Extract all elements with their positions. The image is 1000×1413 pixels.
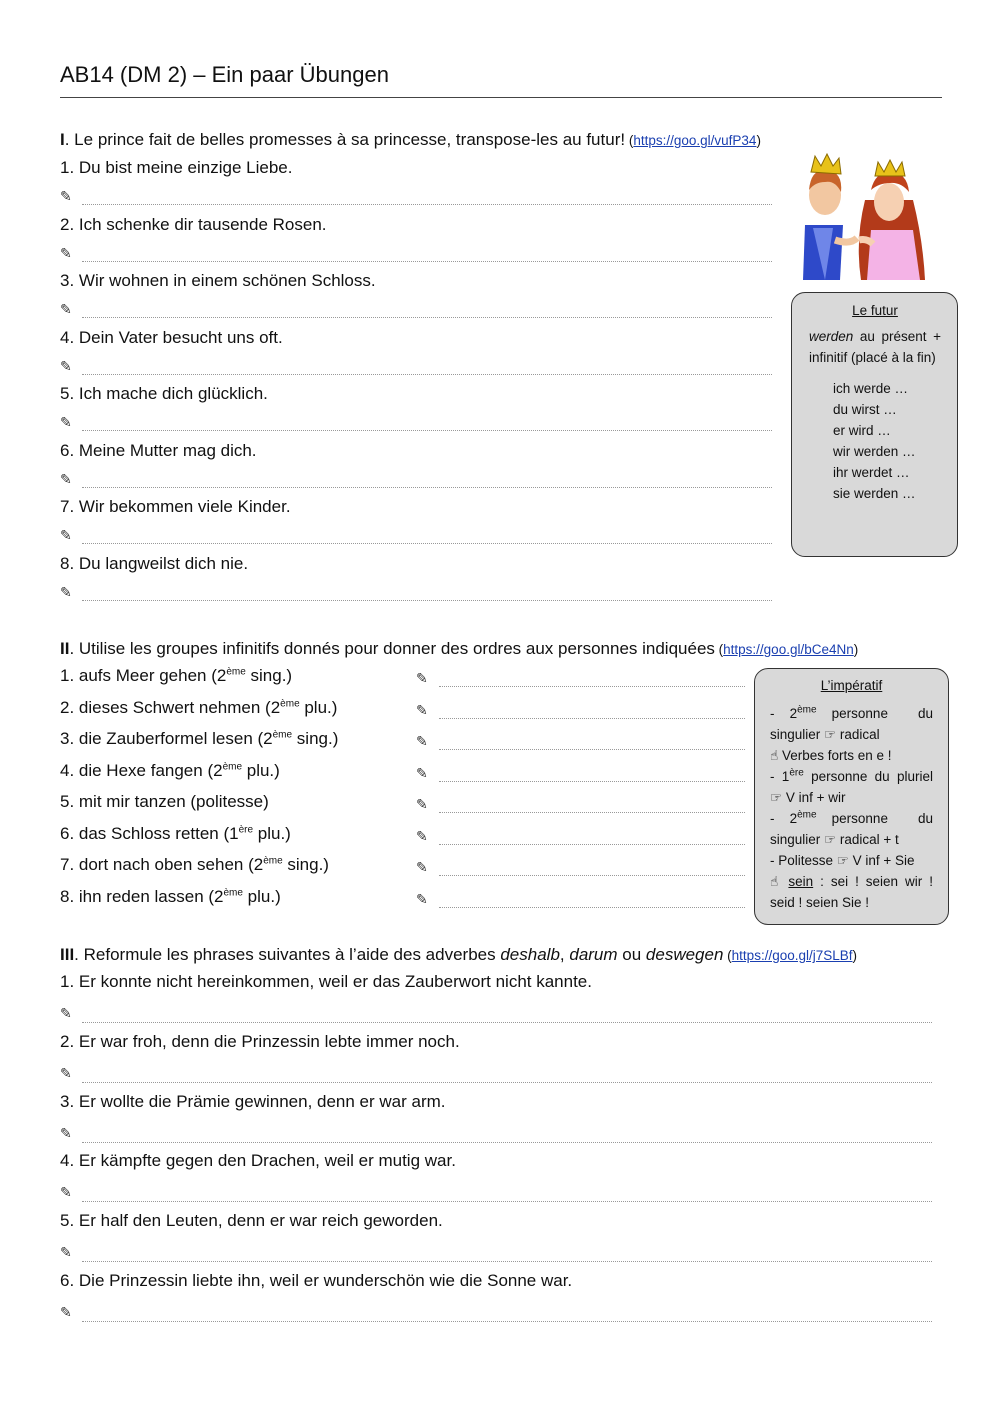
- section2-heading: [60, 639, 858, 659]
- prompt-text: 1. aufs Meer gehen (2: [60, 666, 227, 685]
- pencil-icon: ✎: [416, 701, 428, 718]
- ordinal-sup: ère: [238, 823, 254, 835]
- imperative-prompt: [60, 792, 269, 812]
- pencil-icon: ✎: [60, 527, 72, 543]
- imperatif-rule-4b: singulier ☞ radical + t: [770, 832, 899, 847]
- futur-form: ihr werdet …: [833, 465, 910, 480]
- answer-line[interactable]: [82, 204, 772, 205]
- werden-word: werden: [809, 329, 854, 344]
- answer-line[interactable]: [439, 907, 745, 908]
- title-divider: [60, 97, 942, 98]
- futur-box-title: Le futur: [852, 303, 898, 318]
- prompt-text-end: plu.): [299, 697, 338, 717]
- adverb-deswegen: deswegen: [645, 945, 724, 964]
- futur-form: du wirst …: [833, 402, 897, 417]
- answer-line[interactable]: [82, 374, 772, 375]
- exercise-sentence: 4. Er kämpfte gegen den Drachen, weil er mutig war.: [60, 1151, 456, 1171]
- answer-line[interactable]: [439, 749, 745, 750]
- hand-icon: ☝: [770, 874, 789, 889]
- futur-form: sie werden …: [833, 486, 916, 501]
- pencil-icon: ✎: [60, 414, 72, 430]
- imperative-prompt: [60, 761, 280, 781]
- imperative-prompt: [60, 824, 291, 844]
- personne-du: personne du: [831, 706, 933, 721]
- adverb-darum: darum: [569, 945, 618, 964]
- exercise-sentence: 1. Du bist meine einzige Liebe.: [60, 158, 293, 177]
- answer-line[interactable]: [82, 430, 772, 431]
- exercise-sentence: 5. Ich mache dich glücklich.: [60, 384, 268, 403]
- exercise-sentence: 2. Er war froh, denn die Prinzessin lebte immer noch.: [60, 1031, 460, 1051]
- person-2: [790, 703, 817, 724]
- section3-link[interactable]: https://goo.gl/j7SLBf: [731, 948, 853, 963]
- futur-info-box: [791, 292, 958, 557]
- pencil-icon: ✎: [60, 1005, 72, 1021]
- prompt-text: 5. mit mir tanzen (politesse): [60, 792, 269, 811]
- futur-form: er wird …: [833, 423, 891, 438]
- section1-link[interactable]: https://goo.gl/vufP34: [633, 133, 757, 148]
- ordinal-sup: ème: [263, 855, 283, 867]
- imperative-prompt: [60, 729, 338, 749]
- answer-line[interactable]: [439, 718, 745, 719]
- prompt-text-end: plu.): [253, 823, 291, 843]
- link-paren-close: ): [756, 133, 761, 148]
- ordinal-sup: ème: [280, 697, 300, 709]
- pencil-icon: ✎: [60, 1124, 72, 1141]
- answer-line[interactable]: [439, 781, 745, 782]
- exercise-sentence: 8. Du langweilst dich nie.: [60, 553, 249, 573]
- imperatif-rule-1a: [770, 703, 933, 724]
- link-paren-open: (: [625, 133, 634, 148]
- pencil-icon: ✎: [60, 1244, 72, 1261]
- imperative-prompt: [60, 887, 281, 907]
- separator: ou: [617, 945, 646, 964]
- exercise-sentence: 6. Die Prinzessin liebte ihn, weil er wunderschön wie die Sonne war.: [60, 1271, 573, 1290]
- answer-line[interactable]: [82, 487, 772, 488]
- answer-line[interactable]: [82, 1321, 932, 1322]
- pencil-icon: ✎: [416, 796, 428, 812]
- prompt-text: 6. das Schloss retten (1: [60, 823, 239, 843]
- separator: ,: [559, 945, 570, 964]
- person-sup: ème: [797, 704, 817, 716]
- imperative-prompt: [60, 698, 337, 718]
- rule3-rest: personne du pluriel ☞ V inf + wir: [770, 769, 933, 805]
- prompt-text-end: plu.): [242, 760, 280, 780]
- ordinal-sup: ème: [222, 760, 243, 772]
- person-num: 2: [789, 706, 798, 721]
- answer-line[interactable]: [82, 600, 772, 601]
- imperatif-rule-2: ☝ Verbes forts en e !: [770, 748, 892, 763]
- prompt-text-end: sing.): [245, 666, 293, 685]
- person-sup: ème: [797, 809, 817, 821]
- answer-line[interactable]: [82, 1201, 932, 1202]
- futur-form: wir werden …: [833, 444, 916, 459]
- prince-princess-illustration: [795, 150, 930, 282]
- pencil-icon: ✎: [60, 244, 72, 261]
- section2-link[interactable]: https://goo.gl/bCe4Nn: [723, 642, 854, 657]
- pencil-icon: ✎: [60, 583, 72, 600]
- section1-instruction: . Le prince fait de belles promesses à sa princesse, transpose-les au futur!: [64, 130, 626, 149]
- personne-du: personne du: [831, 811, 933, 826]
- answer-line[interactable]: [82, 317, 772, 318]
- imperatif-rule-5: - Politesse ☞ V inf + Sie: [770, 853, 915, 868]
- section2-number: II: [60, 639, 70, 658]
- answer-line[interactable]: [82, 1082, 932, 1083]
- exercise-sentence: 4. Dein Vater besucht uns oft.: [60, 327, 283, 347]
- exercise-sentence: 5. Er half den Leuten, denn er war reich geworden.: [60, 1211, 443, 1231]
- futur-box-rule: [809, 326, 941, 368]
- imperatif-rule-4a: [770, 808, 933, 829]
- futur-rule-text: au présent + infinitif (placé à la fin): [809, 329, 941, 365]
- adverb-deshalb: deshalb: [500, 945, 560, 964]
- section2-instruction: . Utilise les groupes infinitifs donnés pour donner des ordres aux personnes indiquées: [69, 639, 715, 658]
- imperatif-rules: [770, 703, 933, 913]
- sein-forms: : sei ! seien wir ! seid ! seien Sie !: [770, 874, 933, 910]
- prompt-text: 2. dieses Schwert nehmen (2: [60, 697, 281, 717]
- futur-form: ich werde …: [833, 381, 909, 396]
- prompt-text: 8. ihn reden lassen (2: [60, 886, 224, 906]
- imperative-prompt: [60, 666, 292, 686]
- imperative-prompt: [60, 855, 329, 875]
- prompt-text-end: sing.): [292, 729, 339, 748]
- pencil-icon: ✎: [416, 890, 428, 907]
- prompt-text-end: plu.): [242, 886, 281, 906]
- answer-line[interactable]: [439, 875, 745, 876]
- exercise-sentence: 3. Er wollte die Prämie gewinnen, denn er war arm.: [60, 1091, 446, 1111]
- person-2: [790, 808, 817, 829]
- pencil-icon: ✎: [416, 670, 428, 686]
- rule3-start: - 1: [770, 769, 790, 784]
- person-num: 2: [789, 811, 798, 826]
- sein-word: sein: [788, 874, 814, 889]
- prompt-text-end: sing.): [282, 855, 329, 874]
- pencil-icon: ✎: [60, 301, 72, 317]
- link-paren-open: (: [723, 948, 732, 963]
- pencil-icon: ✎: [416, 859, 428, 875]
- ordinal-sup: ème: [272, 729, 293, 741]
- pencil-icon: ✎: [60, 1064, 72, 1081]
- imperatif-rule-1b: singulier ☞ radical: [770, 727, 880, 742]
- exercise-sentence: 1. Er konnte nicht hereinkommen, weil er das Zauberwort nicht kannte.: [60, 972, 592, 991]
- pencil-icon: ✎: [60, 470, 72, 487]
- ordinal-sup: ème: [223, 886, 243, 898]
- dash: -: [770, 811, 775, 826]
- imperatif-info-box: [754, 668, 949, 925]
- rule3-sup: ère: [789, 767, 804, 779]
- pencil-icon: ✎: [416, 733, 428, 749]
- answer-line[interactable]: [82, 1142, 932, 1143]
- imperatif-rule-3: [770, 766, 933, 808]
- link-paren-open: (: [714, 642, 724, 657]
- pencil-icon: ✎: [60, 188, 72, 204]
- section1-number: I: [60, 130, 65, 149]
- section1-heading: [60, 130, 761, 150]
- pencil-icon: ✎: [416, 827, 428, 844]
- answer-line[interactable]: [439, 812, 745, 813]
- section3-instruction: . Reformule les phrases suivantes à l’aide des adverbes: [74, 945, 501, 964]
- pencil-icon: ✎: [60, 1304, 72, 1320]
- link-paren-close: ): [852, 948, 857, 963]
- futur-forms-list: [809, 378, 941, 504]
- answer-line[interactable]: [82, 1261, 932, 1262]
- prompt-text: 4. die Hexe fangen (2: [60, 760, 223, 780]
- section3-number: III: [60, 945, 75, 964]
- answer-line[interactable]: [439, 686, 745, 687]
- pencil-icon: ✎: [60, 357, 72, 374]
- pencil-icon: ✎: [60, 1184, 72, 1201]
- imperatif-box-title: L’impératif: [820, 678, 883, 693]
- imperatif-rule-6: [770, 871, 933, 913]
- section3-heading: [60, 945, 857, 965]
- answer-line[interactable]: [82, 1022, 932, 1023]
- prompt-text: 3. die Zauberformel lesen (2: [60, 729, 273, 748]
- exercise-sentence: 7. Wir bekommen viele Kinder.: [60, 497, 291, 516]
- exercise-sentence: 3. Wir wohnen in einem schönen Schloss.: [60, 271, 376, 290]
- link-paren-close: ): [853, 642, 859, 657]
- ordinal-sup: ème: [226, 666, 246, 678]
- answer-line[interactable]: [439, 844, 745, 845]
- page-title: AB14 (DM 2) – Ein paar Übungen: [60, 62, 389, 87]
- pencil-icon: ✎: [416, 764, 428, 781]
- dash: -: [770, 706, 775, 721]
- exercise-sentence: 2. Ich schenke dir tausende Rosen.: [60, 214, 327, 234]
- answer-line[interactable]: [82, 543, 772, 544]
- exercise-sentence: 6. Meine Mutter mag dich.: [60, 440, 257, 460]
- prompt-text: 7. dort nach oben sehen (2: [60, 855, 264, 874]
- answer-line[interactable]: [82, 261, 772, 262]
